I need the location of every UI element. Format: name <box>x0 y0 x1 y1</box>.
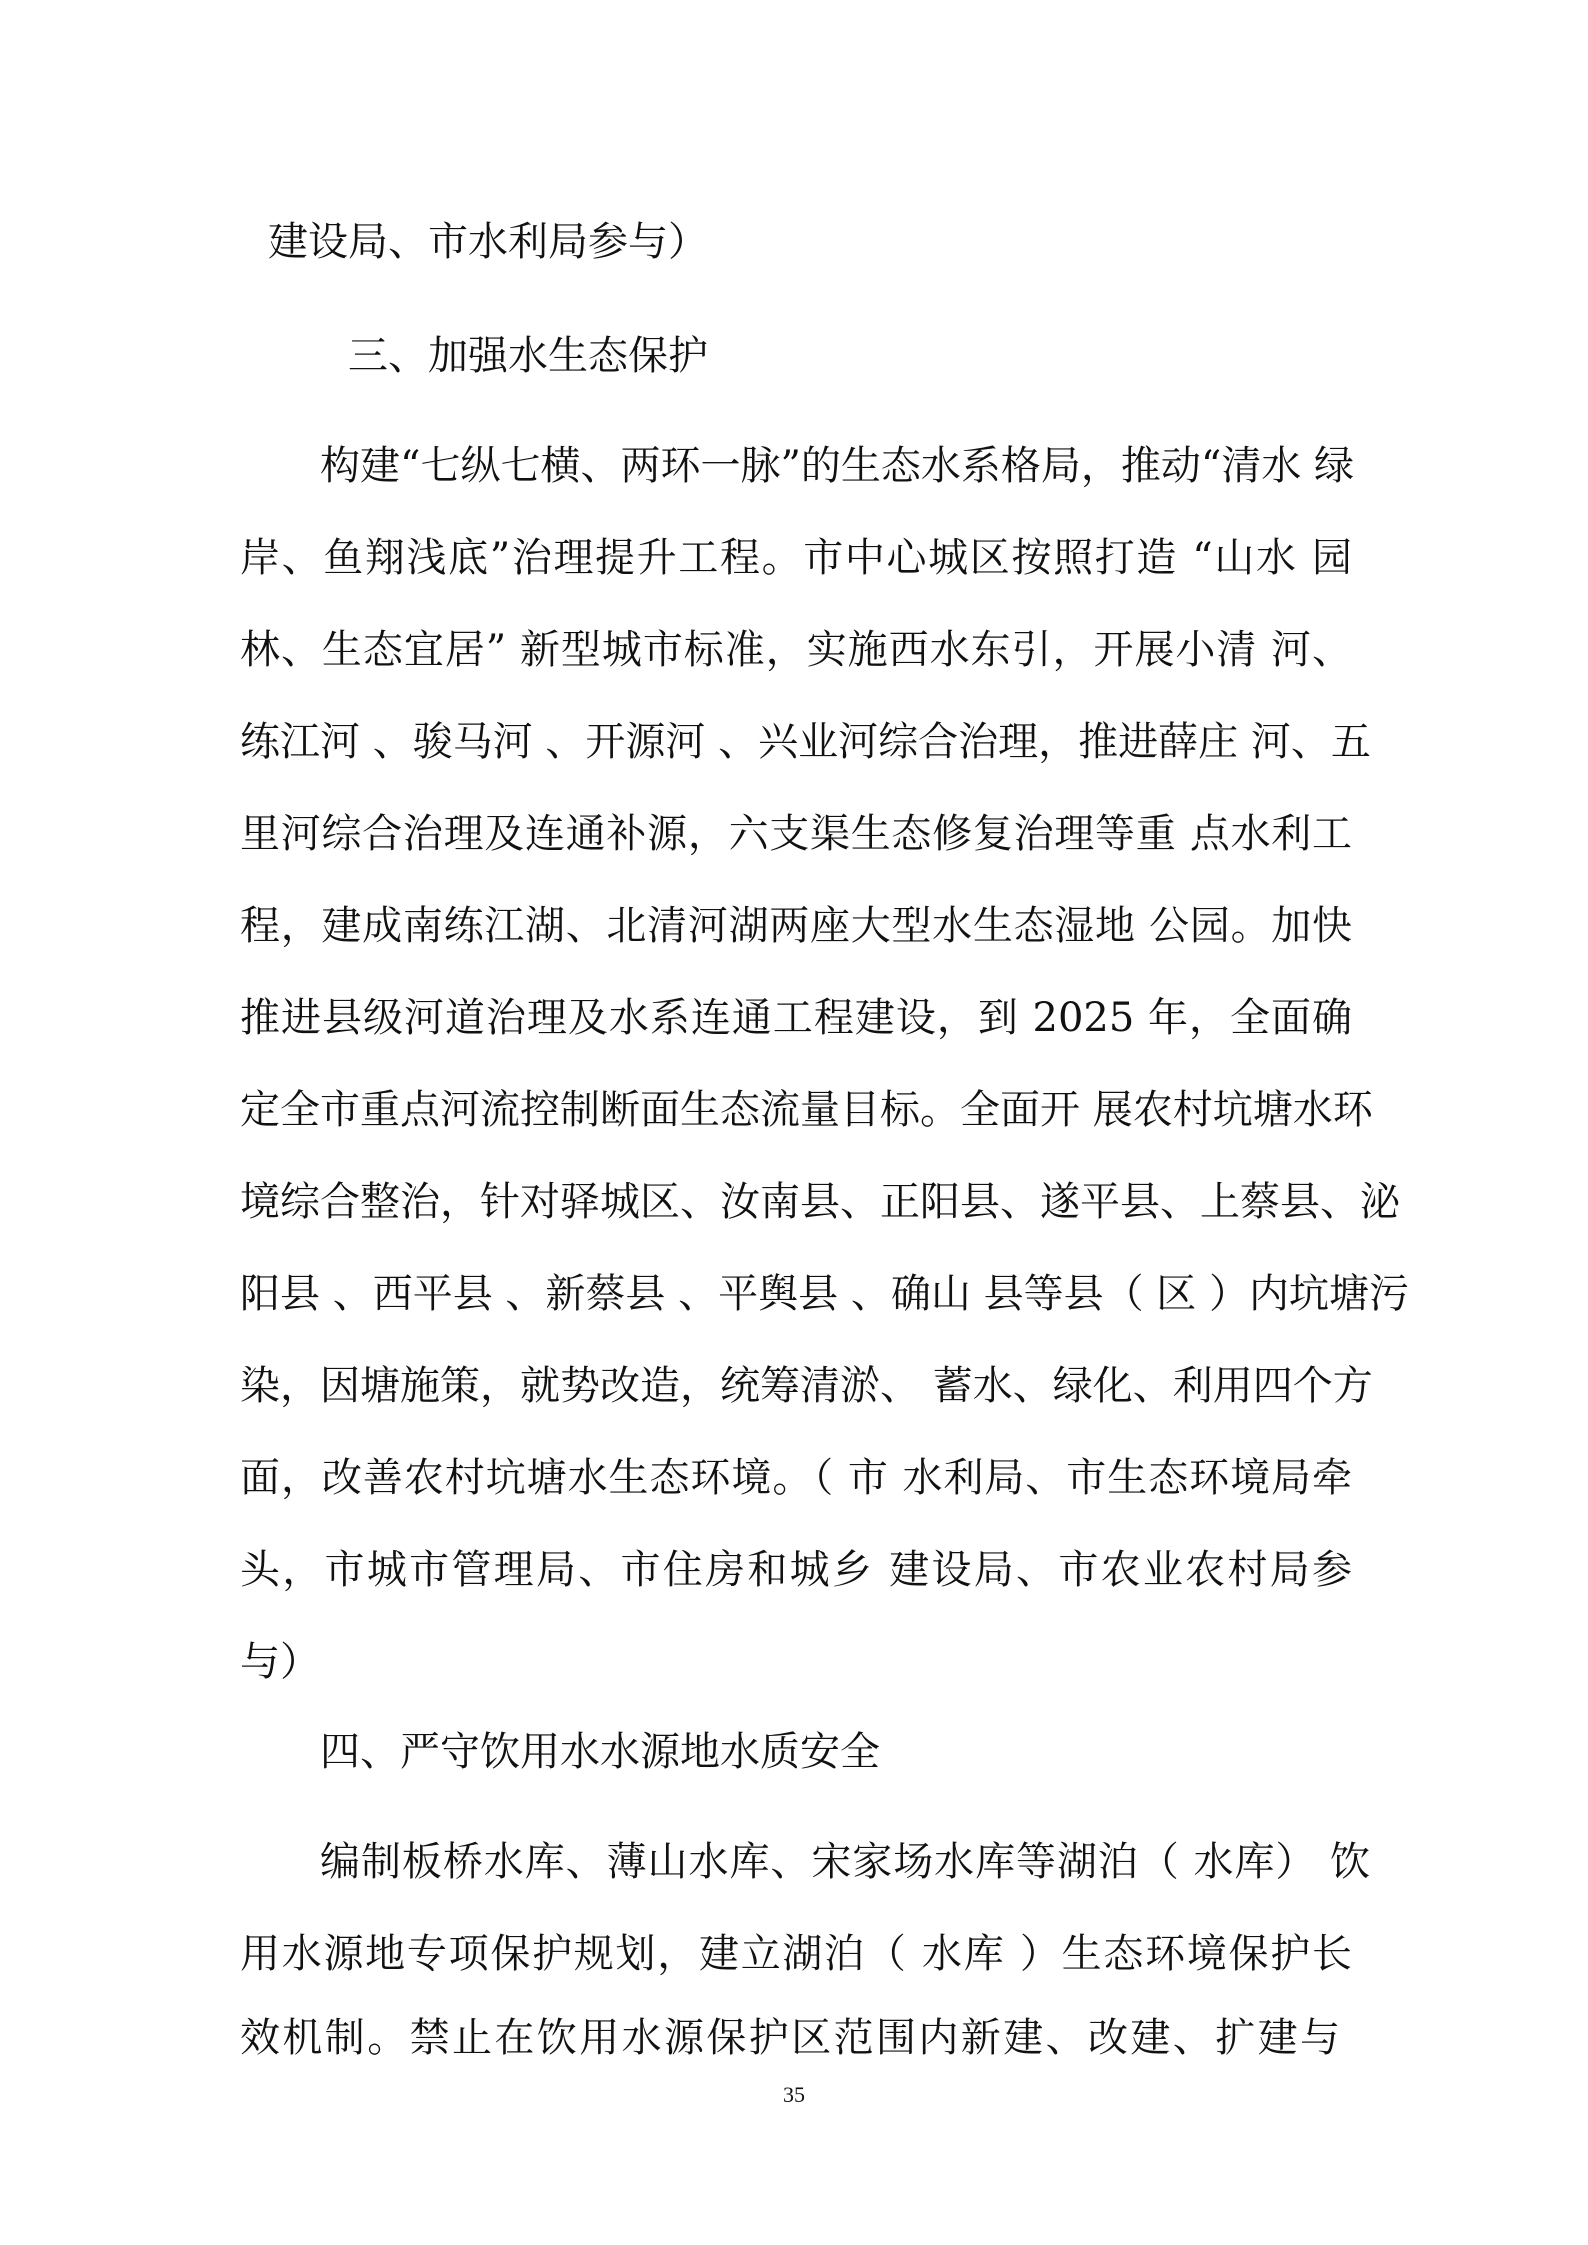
page-number: 35 <box>783 2082 805 2107</box>
paragraph-line: 岸、鱼翔浅底”治理提升工程。市中心城区按照打造 “山水 园 <box>240 535 1352 581</box>
paragraph-line: 编制板桥水库、薄山水库、宋家场水库等湖泊（ 水库） 饮 <box>320 1839 1370 1885</box>
paragraph-line: 用水源地专项保护规划，建立湖泊（ 水库 ）生态环境保护长 <box>240 1931 1352 1977</box>
paragraph-line: 境综合整治，针对驿城区、汝南县、正阳县、遂平县、上蔡县、泌 <box>240 1179 1400 1225</box>
paragraph-line: 练江河 、骏马河 、开源河 、兴业河综合治理，推进薛庄 河、五 <box>240 719 1371 765</box>
paragraph-line: 定全市重点河流控制断面生态流量目标。全面开 展农村坑塘水环 <box>240 1087 1373 1133</box>
section-heading-3: 三、加强水生态保护 <box>348 333 708 379</box>
paragraph-line: 里河综合治理及连通补源，六支渠生态修复治理等重 点水利工 <box>240 811 1352 857</box>
paragraph-line: 阳县 、西平县 、新蔡县 、平舆县 、确山 县等县（ 区 ）内坑塘污 <box>240 1271 1410 1317</box>
section-heading-4: 四、严守饮用水水源地水质安全 <box>320 1729 880 1775</box>
paragraph-line: 染，因塘施策，就势改造，统筹清淤、 蓄水、绿化、利用四个方 <box>240 1363 1373 1409</box>
paragraph-line: 头，市城市管理局、市住房和城乡 建设局、市农业农村局参 <box>240 1547 1352 1593</box>
paragraph-line: 推进县级河道治理及水系连通工程建设，到 2025 年，全面确 <box>240 995 1352 1041</box>
paragraph-line: 与） <box>240 1639 320 1685</box>
paragraph-line: 构建“七纵七横、两环一脉”的生态水系格局，推动“清水 绿 <box>320 443 1355 489</box>
paragraph-line: 程，建成南练江湖、北清河湖两座大型水生态湿地 公园。加快 <box>240 903 1352 949</box>
paragraph-line: 林、生态宜居” 新型城市标准，实施西水东引，开展小清 河、 <box>240 627 1352 673</box>
continuation-line: 建设局、市水利局参与） <box>268 219 708 265</box>
paragraph-line: 面，改善农村坑塘水生态环境。（ 市 水利局、市生态环境局牵 <box>240 1455 1352 1501</box>
paragraph-line: 效机制。禁止在饮用水源保护区范围内新建、改建、扩建与 <box>240 2015 1340 2061</box>
